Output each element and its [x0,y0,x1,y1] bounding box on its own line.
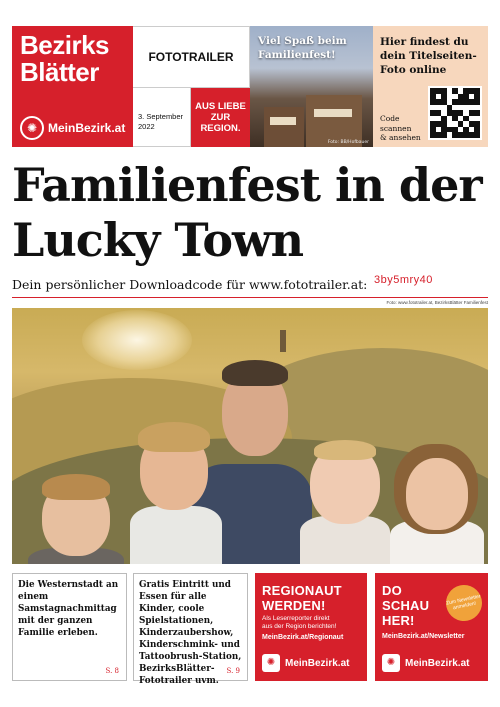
promo-subtext-line: Als Leserreporter direkt [262,615,330,622]
promo-title-line: DO [382,583,402,598]
building-sign [314,109,352,117]
brand-name: MeinBezirk.at [48,121,126,135]
promo-title-line: HER! [382,613,415,628]
issue-date: 3. September 2022 [133,88,191,147]
bezirksblaetter-logo[interactable] [12,26,133,147]
qr-promo[interactable] [373,26,488,147]
teaser-box-westernstadt[interactable] [12,573,127,681]
qr-caption [380,114,421,143]
qr-code-icon[interactable] [428,86,482,140]
promo-subtext-line: aus der Region berichten! [262,623,337,630]
promo-title-line: WERDEN! [262,598,326,613]
promo-title-line: SCHAU [382,598,430,613]
newsletter-sticker[interactable]: Zum Newsletter anmelden! [443,582,486,625]
meinbezirk-brand [382,654,469,672]
promo-regionaut[interactable] [255,573,367,681]
promo-title-line: REGIONAUT [262,583,342,598]
logo-line-1: Bezirks [20,30,109,60]
section-label: FOTOTRAILER [148,50,234,64]
hair [138,422,210,452]
brand-name: MeinBezirk.at [405,657,470,669]
meinbezirk-brand [262,654,349,672]
promo-link[interactable]: MeinBezirk.at/Newsletter [382,633,465,640]
sun-logo-icon: ✺ [382,654,400,672]
qr-promo-title: Hier findest du dein Titelseiten-Foto online [380,36,477,76]
sun-logo-icon: ✺ [20,116,44,140]
promo-title [262,583,342,613]
qr-caption-line: & ansehen [380,133,421,142]
promo-title [382,583,429,628]
teaser-photo[interactable] [250,26,373,147]
page-reference: S. 8 [105,667,119,675]
hair [42,474,110,500]
page-title [12,158,492,268]
qr-caption-line: scannen [380,123,412,133]
section-label-box [133,26,250,88]
western-building [264,107,304,147]
teaser-photo-text: Viel Spaß beim Familienfest! [258,35,347,61]
download-code-label: Dein persönlicher Downloadcode für www.fototrailer.at: [12,277,368,292]
teaser-photo-credit: Foto: BB/Hofbauer [327,140,369,145]
headline-line-2: Lucky Town [12,213,304,267]
page-reference: S. 9 [226,667,240,675]
sky-glow [82,310,192,370]
download-code[interactable]: 3by5mry40 [374,274,433,286]
hair [222,360,288,386]
building-sign [270,117,296,125]
brand-name: MeinBezirk.at [285,657,350,669]
logo-line-2: Blätter [20,57,99,87]
promo-link[interactable]: MeinBezirk.at/Regionaut [262,634,344,641]
meinbezirk-brand [20,116,125,140]
face [406,458,468,530]
teaser-box-programm[interactable] [133,573,248,686]
promo-subtext [262,615,336,631]
hair [314,440,376,460]
shirt [130,506,222,564]
church-tower [280,330,286,352]
family-photo[interactable] [12,308,488,564]
qr-caption-line: Code [380,114,400,123]
headline-line-1: Familienfest in der [12,158,482,212]
teaser-text: Gratis Eintritt und Essen für alle Kinder, coole Spielstationen, Kinderzaubershow, Kinderschmink- und Tattoobrush-Station, BezirksBlätter-Fototrailer uvm. [139,580,242,686]
teaser-text: Die Westernstadt an einem Samstagnachmittag mit der ganzen Familie erleben. [18,580,119,638]
masthead [12,26,488,147]
divider [12,297,488,298]
photo-credit: Foto: www.fototrailer.at, BezirksBlätter Familienfest [386,300,488,305]
sun-logo-icon: ✺ [262,654,280,672]
region-slogan: AUS LIEBE ZUR REGION. [191,88,250,147]
promo-newsletter[interactable] [375,573,488,681]
